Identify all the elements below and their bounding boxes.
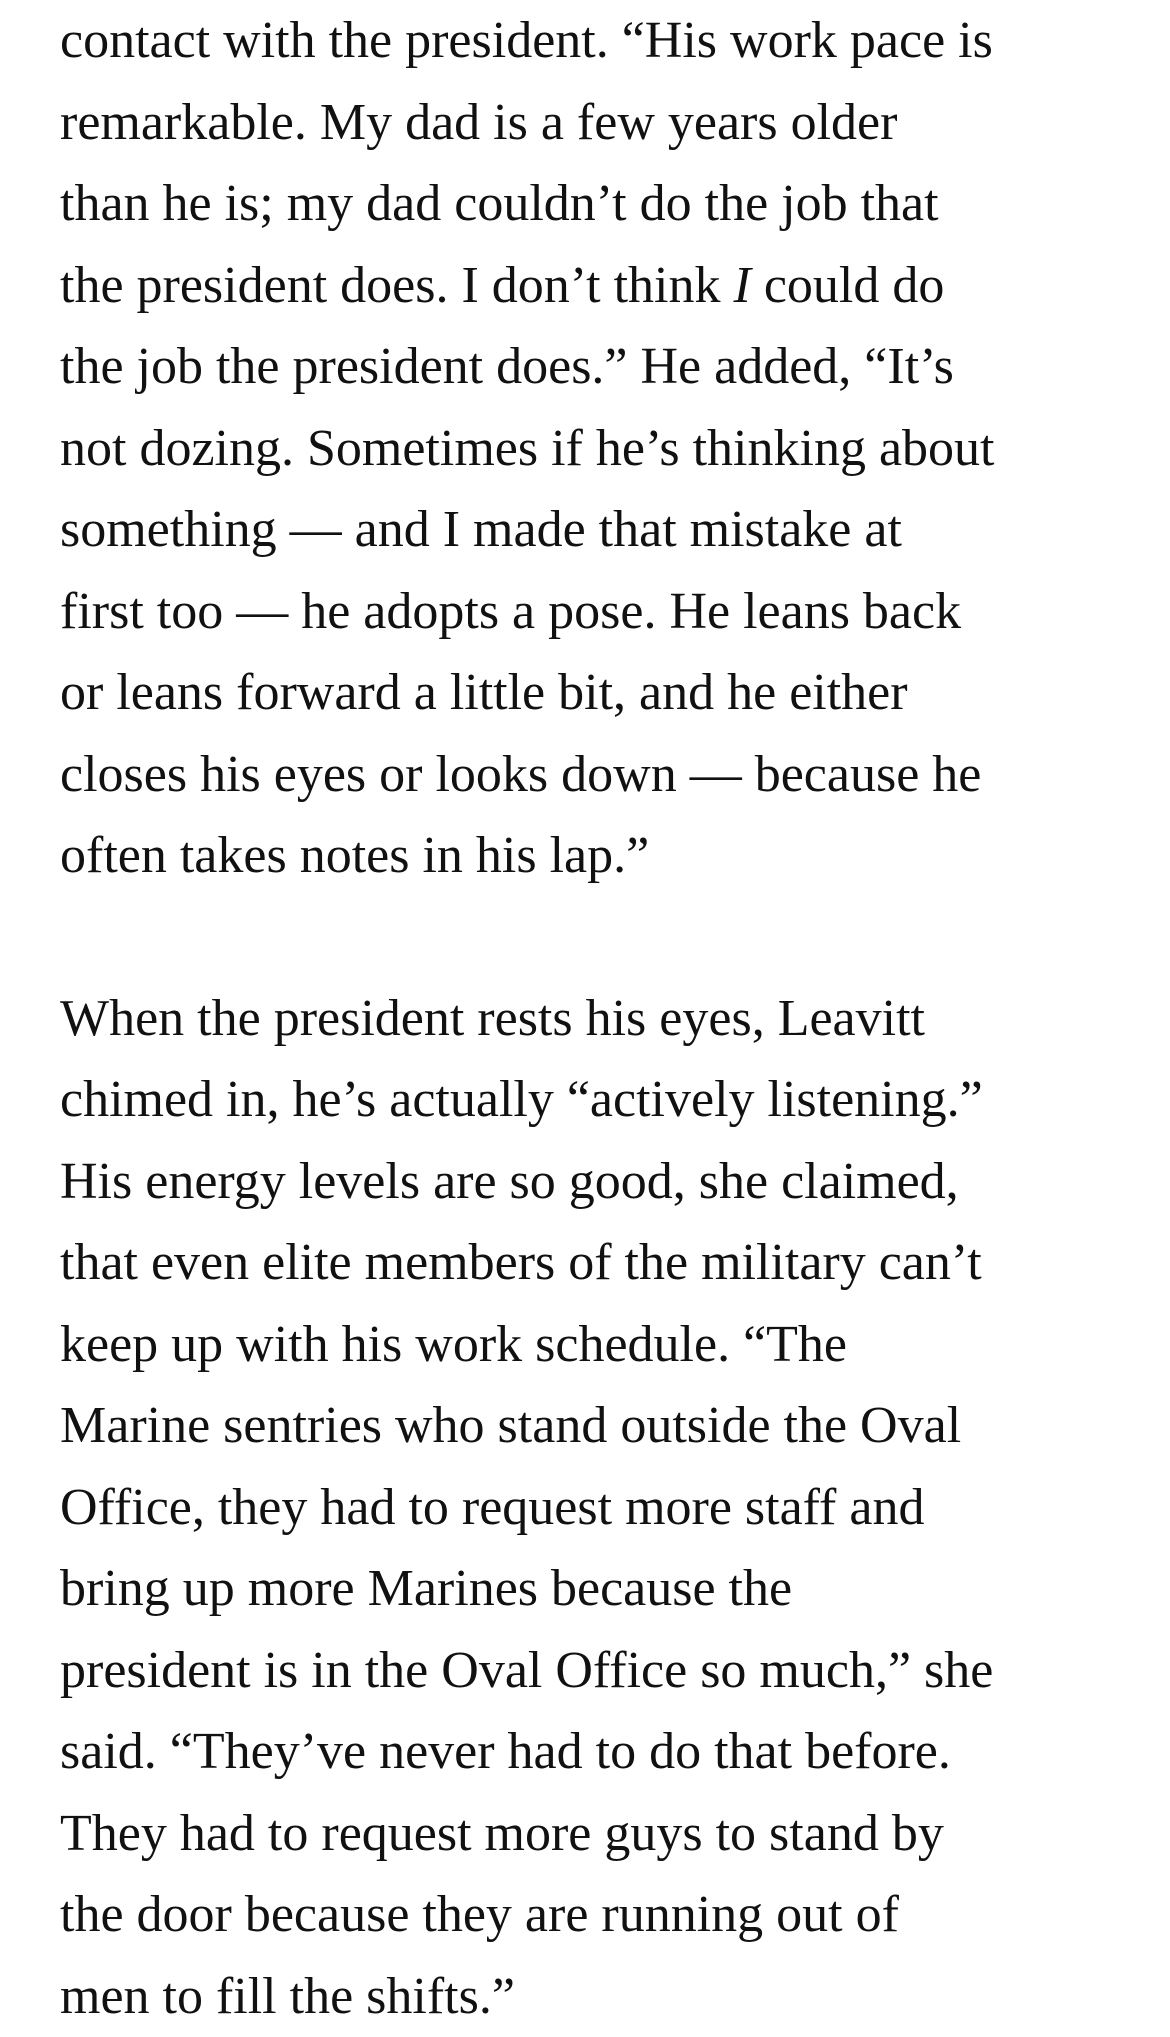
paragraph-spacer bbox=[60, 897, 1120, 978]
text-line: not dozing. Sometimes if he’s thinking about bbox=[60, 408, 1120, 490]
text-line: something — and I made that mistake at bbox=[60, 489, 1120, 571]
text-line: than he is; my dad couldn’t do the job that bbox=[60, 163, 1120, 245]
text-line: Office, they had to request more staff and bbox=[60, 1467, 1120, 1549]
text-line: or leans forward a little bit, and he either bbox=[60, 652, 1120, 734]
text-line: When the president rests his eyes, Leavitt bbox=[60, 978, 1120, 1060]
text-line: the door because they are running out of bbox=[60, 1874, 1120, 1956]
text-line: contact with the president. “His work pace is bbox=[60, 0, 1120, 82]
text-line: the job the president does.” He added, “It’s bbox=[60, 326, 1120, 408]
paragraph-2 bbox=[60, 978, 1120, 2037]
text-segment: the president does. I don’t think bbox=[60, 257, 734, 314]
text-line: His energy levels are so good, she claimed, bbox=[60, 1141, 1120, 1223]
text-line: president is in the Oval Office so much,” she bbox=[60, 1630, 1120, 1712]
text-segment: could do bbox=[751, 257, 945, 314]
text-line: bring up more Marines because the bbox=[60, 1548, 1120, 1630]
text-line: often takes notes in his lap.” bbox=[60, 815, 1120, 897]
article-body bbox=[60, 0, 1120, 2037]
paragraph-1 bbox=[60, 0, 1120, 897]
text-line: closes his eyes or looks down — because he bbox=[60, 734, 1120, 816]
text-line: that even elite members of the military can’t bbox=[60, 1222, 1120, 1304]
text-line: men to fill the shifts.” bbox=[60, 1956, 1120, 2037]
text-line: chimed in, he’s actually “actively listening.” bbox=[60, 1059, 1120, 1141]
text-line: remarkable. My dad is a few years older bbox=[60, 82, 1120, 164]
text-line: They had to request more guys to stand by bbox=[60, 1793, 1120, 1875]
emphasis: I bbox=[734, 257, 751, 314]
text-line bbox=[60, 245, 1120, 327]
text-line: said. “They’ve never had to do that before. bbox=[60, 1711, 1120, 1793]
text-line: Marine sentries who stand outside the Oval bbox=[60, 1385, 1120, 1467]
text-line: first too — he adopts a pose. He leans back bbox=[60, 571, 1120, 653]
text-line: keep up with his work schedule. “The bbox=[60, 1304, 1120, 1386]
